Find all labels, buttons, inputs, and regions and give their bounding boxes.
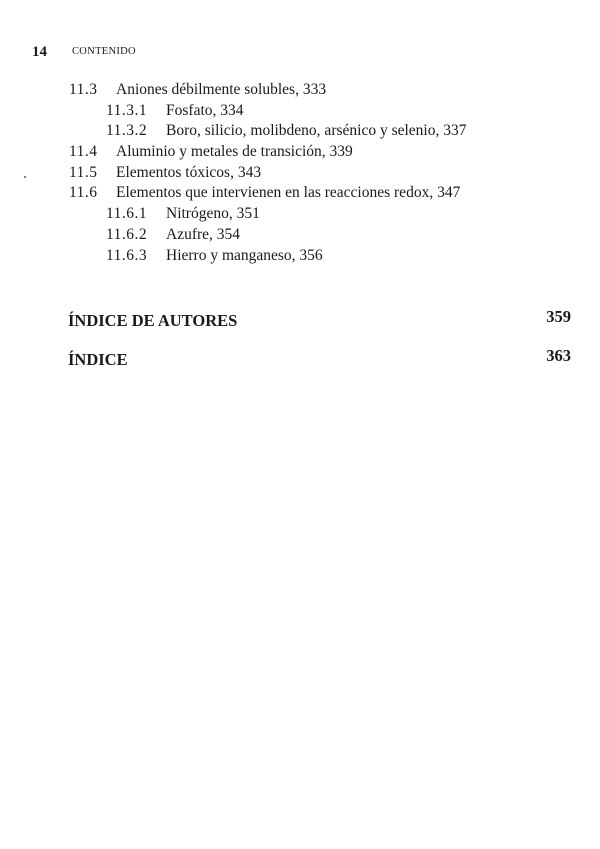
toc-entry-number: 11.3: [69, 81, 98, 98]
table-of-contents: [0, 81, 600, 267]
toc-entry-number: 11.4: [69, 143, 98, 161]
toc-entry-title: Fosfato, 334: [166, 101, 244, 119]
section-index: [68, 346, 571, 372]
section-page-number: 359: [546, 307, 571, 326]
section-label: ÍNDICE: [68, 350, 128, 369]
toc-entry: [0, 247, 600, 268]
toc-entry: [0, 205, 600, 226]
toc-entry-title: Aniones débilmente solubles, 333: [116, 81, 327, 98]
section-label: ÍNDICE DE AUTORES: [68, 311, 238, 330]
toc-entry-title: Boro, silicio, molibdeno, arsénico y selenio, 337: [166, 122, 467, 140]
toc-entry-title: Azufre, 354: [166, 225, 241, 243]
toc-entry: [0, 143, 600, 164]
toc-entry-number: 11.6: [69, 184, 98, 202]
toc-entry: [0, 102, 600, 123]
toc-entry-number: 11.6.2: [106, 225, 148, 243]
toc-entry-title: Hierro y manganeso, 356: [166, 246, 323, 264]
toc-entry-title: Elementos tóxicos, 343: [116, 163, 262, 181]
toc-entry-number: 11.6.3: [106, 246, 148, 264]
toc-entry-title: Nitrógeno, 351: [166, 205, 260, 223]
toc-entry-number: 11.5: [69, 163, 98, 181]
toc-entry: [0, 122, 600, 143]
running-title: CONTENIDO: [72, 46, 136, 57]
section-author-index: [68, 307, 571, 333]
toc-entry-number: 11.3.2: [106, 122, 148, 140]
toc-entry: [0, 164, 600, 185]
toc-entry-number: 11.3.1: [106, 101, 148, 119]
toc-entry: [0, 226, 600, 247]
section-page-number: 363: [546, 346, 571, 365]
toc-entry: [0, 81, 600, 102]
page-number: 14: [32, 44, 47, 60]
toc-entry: [0, 184, 600, 205]
toc-entry-title: Elementos que intervienen en las reacciones redox, 347: [116, 184, 461, 202]
toc-entry-number: 11.6.1: [106, 205, 148, 223]
toc-entry-title: Aluminio y metales de transición, 339: [116, 143, 353, 161]
